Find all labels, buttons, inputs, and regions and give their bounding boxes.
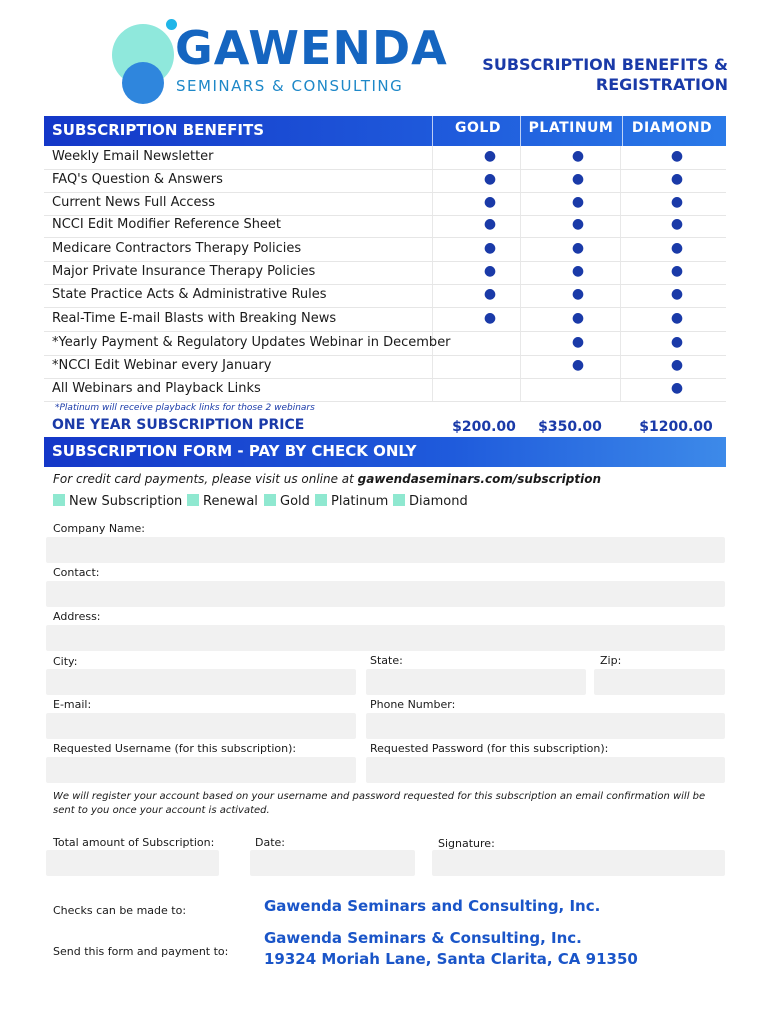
benefit-label: NCCI Edit Modifier Reference Sheet xyxy=(52,217,282,232)
benefit-row xyxy=(44,238,726,262)
credit-card-note-text: For credit card payments, please visit us online at xyxy=(53,472,358,486)
benefit-row xyxy=(44,355,726,379)
tier-platinum-head: PLATINUM xyxy=(528,120,614,136)
benefit-platinum-bullet: ● xyxy=(571,263,585,279)
checkbox[interactable] xyxy=(264,494,276,506)
benefit-label: *Yearly Payment & Regulatory Updates Webinar in December xyxy=(52,335,451,350)
state-label: State: xyxy=(370,654,403,667)
option-renewal[interactable] xyxy=(187,494,258,510)
send-address-line2: 19324 Moriah Lane, Santa Clarita, CA 91350 xyxy=(264,950,638,968)
benefit-row xyxy=(44,214,726,238)
address-label: Address: xyxy=(53,610,101,623)
benefit-platinum-bullet: ● xyxy=(571,240,585,256)
benefit-platinum-bullet: ● xyxy=(571,171,585,187)
tier-divider xyxy=(432,116,433,146)
benefit-row xyxy=(44,378,726,402)
date-field[interactable] xyxy=(250,850,415,876)
benefit-label: Weekly Email Newsletter xyxy=(52,149,214,164)
company-label: Company Name: xyxy=(53,522,145,535)
contact-label: Contact: xyxy=(53,566,100,579)
option-label: Gold xyxy=(280,494,310,509)
password-field[interactable] xyxy=(366,757,725,783)
date-label: Date: xyxy=(255,836,285,849)
benefit-row xyxy=(44,261,726,285)
benefit-label: FAQ's Question & Answers xyxy=(52,172,223,187)
checkbox[interactable] xyxy=(393,494,405,506)
option-label: Platinum xyxy=(331,494,389,509)
username-label: Requested Username (for this subscription): xyxy=(53,742,297,755)
benefit-row xyxy=(44,169,726,193)
option-diamond[interactable] xyxy=(393,494,468,510)
subscription-link[interactable]: gawendaseminars.com/subscription xyxy=(357,472,602,486)
benefit-label: State Practice Acts & Administrative Rules xyxy=(52,287,327,302)
username-field[interactable] xyxy=(46,757,356,783)
phone-label: Phone Number: xyxy=(370,698,456,711)
price-gold: $200.00 xyxy=(452,419,516,435)
benefit-diamond-bullet: ● xyxy=(670,148,684,164)
price-platinum: $350.00 xyxy=(538,419,602,435)
benefit-label: Real-Time E-mail Blasts with Breaking News xyxy=(52,311,337,326)
benefit-gold-bullet: ● xyxy=(483,240,497,256)
benefit-diamond-bullet: ● xyxy=(670,310,684,326)
benefit-platinum-bullet: ● xyxy=(571,216,585,232)
benefit-row xyxy=(44,308,726,332)
benefit-diamond-bullet: ● xyxy=(670,380,684,396)
benefit-gold-bullet: ● xyxy=(483,310,497,326)
address-field[interactable] xyxy=(46,625,725,651)
option-gold[interactable] xyxy=(264,494,310,510)
benefit-platinum-bullet: ● xyxy=(571,286,585,302)
email-label: E-mail: xyxy=(53,698,92,711)
benefit-platinum-bullet: ● xyxy=(571,334,585,350)
page-title-line1: SUBSCRIPTION BENEFITS & xyxy=(482,55,728,74)
benefit-diamond-bullet: ● xyxy=(670,194,684,210)
company-field[interactable] xyxy=(46,537,725,563)
page-title xyxy=(428,55,728,95)
registration-note: We will register your account based on your username and password requested for this subscription an email confirmation will be sent to you once your account is activated. xyxy=(53,791,706,816)
send-address xyxy=(264,928,638,970)
form-header-title: SUBSCRIPTION FORM - PAY BY CHECK ONLY xyxy=(52,442,417,460)
logo-circle-blue xyxy=(122,62,164,104)
benefits-header-title: SUBSCRIPTION BENEFITS xyxy=(52,121,265,139)
password-label: Requested Password (for this subscription): xyxy=(370,742,609,755)
benefit-row xyxy=(44,192,726,216)
price-diamond: $1200.00 xyxy=(639,419,713,435)
benefit-gold-bullet: ● xyxy=(483,194,497,210)
benefit-gold-bullet: ● xyxy=(483,148,497,164)
contact-field[interactable] xyxy=(46,581,725,607)
benefit-platinum-bullet: ● xyxy=(571,194,585,210)
checks-label: Checks can be made to: xyxy=(53,904,187,917)
total-label: Total amount of Subscription: xyxy=(53,836,215,849)
option-new-subscription[interactable] xyxy=(53,494,182,510)
page-title-line2: REGISTRATION xyxy=(595,75,728,94)
send-label: Send this form and payment to: xyxy=(53,945,229,958)
benefit-diamond-bullet: ● xyxy=(670,357,684,373)
checkbox[interactable] xyxy=(315,494,327,506)
logo-name: GAWENDA xyxy=(175,21,448,75)
total-field[interactable] xyxy=(46,850,219,876)
checkbox[interactable] xyxy=(187,494,199,506)
benefit-label: All Webinars and Playback Links xyxy=(52,381,261,396)
signature-label: Signature: xyxy=(438,837,495,850)
city-label: City: xyxy=(53,655,78,668)
send-address-line1: Gawenda Seminars & Consulting, Inc. xyxy=(264,929,582,947)
option-platinum[interactable] xyxy=(315,494,388,510)
logo-tagline: SEMINARS & CONSULTING xyxy=(176,77,404,95)
benefit-platinum-bullet: ● xyxy=(571,148,585,164)
benefit-diamond-bullet: ● xyxy=(670,263,684,279)
benefit-diamond-bullet: ● xyxy=(670,216,684,232)
email-field[interactable] xyxy=(46,713,356,739)
benefit-diamond-bullet: ● xyxy=(670,334,684,350)
benefit-label: Current News Full Access xyxy=(52,195,216,210)
form-header xyxy=(44,437,726,467)
tier-gold-head: GOLD xyxy=(455,120,501,136)
option-label: Renewal xyxy=(203,494,258,509)
benefit-gold-bullet: ● xyxy=(483,286,497,302)
zip-field[interactable] xyxy=(594,669,725,695)
benefit-diamond-bullet: ● xyxy=(670,240,684,256)
checkbox[interactable] xyxy=(53,494,65,506)
benefit-row xyxy=(44,332,726,356)
benefit-label: Major Private Insurance Therapy Policies xyxy=(52,264,316,279)
checks-payee: Gawenda Seminars and Consulting, Inc. xyxy=(264,897,601,915)
benefit-gold-bullet: ● xyxy=(483,263,497,279)
state-field[interactable] xyxy=(366,669,586,695)
benefit-gold-bullet: ● xyxy=(483,171,497,187)
benefit-diamond-bullet: ● xyxy=(670,171,684,187)
city-field[interactable] xyxy=(46,669,356,695)
credit-card-note xyxy=(53,472,601,486)
benefit-row xyxy=(44,146,726,170)
benefit-platinum-bullet: ● xyxy=(571,357,585,373)
benefit-gold-bullet: ● xyxy=(483,216,497,232)
tier-diamond-head: DIAMOND xyxy=(631,120,713,136)
phone-field[interactable] xyxy=(366,713,725,739)
platinum-footnote: *Platinum will receive playback links for those 2 webinars xyxy=(55,403,315,413)
benefit-label: *NCCI Edit Webinar every January xyxy=(52,358,272,373)
benefit-platinum-bullet: ● xyxy=(571,310,585,326)
benefit-row xyxy=(44,284,726,308)
signature-field[interactable] xyxy=(432,850,725,876)
price-label: ONE YEAR SUBSCRIPTION PRICE xyxy=(52,417,305,433)
zip-label: Zip: xyxy=(600,654,622,667)
option-label: Diamond xyxy=(409,494,468,509)
benefit-label: Medicare Contractors Therapy Policies xyxy=(52,241,302,256)
benefit-diamond-bullet: ● xyxy=(670,286,684,302)
option-label: New Subscription xyxy=(69,494,183,509)
benefits-header xyxy=(44,116,726,146)
